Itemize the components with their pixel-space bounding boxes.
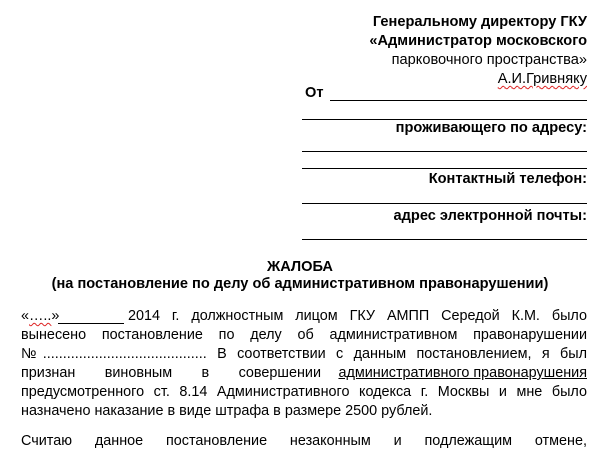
p1-line4-a: признан виновным в совершении [21, 365, 321, 381]
p1-line3: №......................................... В соответствии с данным постановлением, я был [21, 346, 587, 362]
addressee-name [498, 70, 587, 89]
addressee-line-1: Генеральному директору ГКУ [372, 14, 587, 30]
p1-line4-b: административного правонарушения [338, 365, 587, 381]
p1-line2: вынесено постановление по делу об административном правонарушении [21, 327, 587, 343]
quote-close: » [51, 308, 60, 324]
residence-fill-line-2 [302, 168, 587, 169]
p1-line5: предусмотренного ст. 8.14 Административного кодекса г. Москвы и мне было [21, 384, 587, 400]
day-dots: ….. [29, 308, 52, 324]
p1-line1-rest: 2014 г. должностным лицом ГКУ АМПП Середой К.М. было [128, 308, 587, 324]
phone-label: Контактный телефон: [428, 171, 587, 187]
document-title: ЖАЛОБА [267, 259, 333, 275]
addressee-line-3: парковочного пространства» [391, 52, 587, 68]
date-placeholder [21, 307, 59, 326]
p1-line6: назначено наказание в виде штрафа в размере 2500 рублей. [21, 403, 433, 419]
from-fill-line [330, 100, 587, 101]
from-label: От [305, 85, 324, 101]
addressee-name-text: А.И.Гривняку [497, 71, 587, 87]
p2-line1: Считаю данное постановление незаконным и подлежащим отмене, [21, 433, 587, 449]
quote-open: « [21, 308, 30, 324]
email-label: адрес электронной почты: [393, 208, 587, 224]
residence-label: проживающего по адресу: [395, 120, 587, 136]
month-fill-line [58, 323, 124, 324]
document-subtitle: (на постановление по делу об административном правонарушении) [51, 276, 549, 292]
residence-fill-line-1 [302, 151, 587, 152]
phone-fill-line [302, 203, 587, 204]
email-fill-line [302, 239, 587, 240]
p1-line4 [21, 364, 587, 383]
addressee-line-2: «Администратор московского [369, 33, 587, 49]
